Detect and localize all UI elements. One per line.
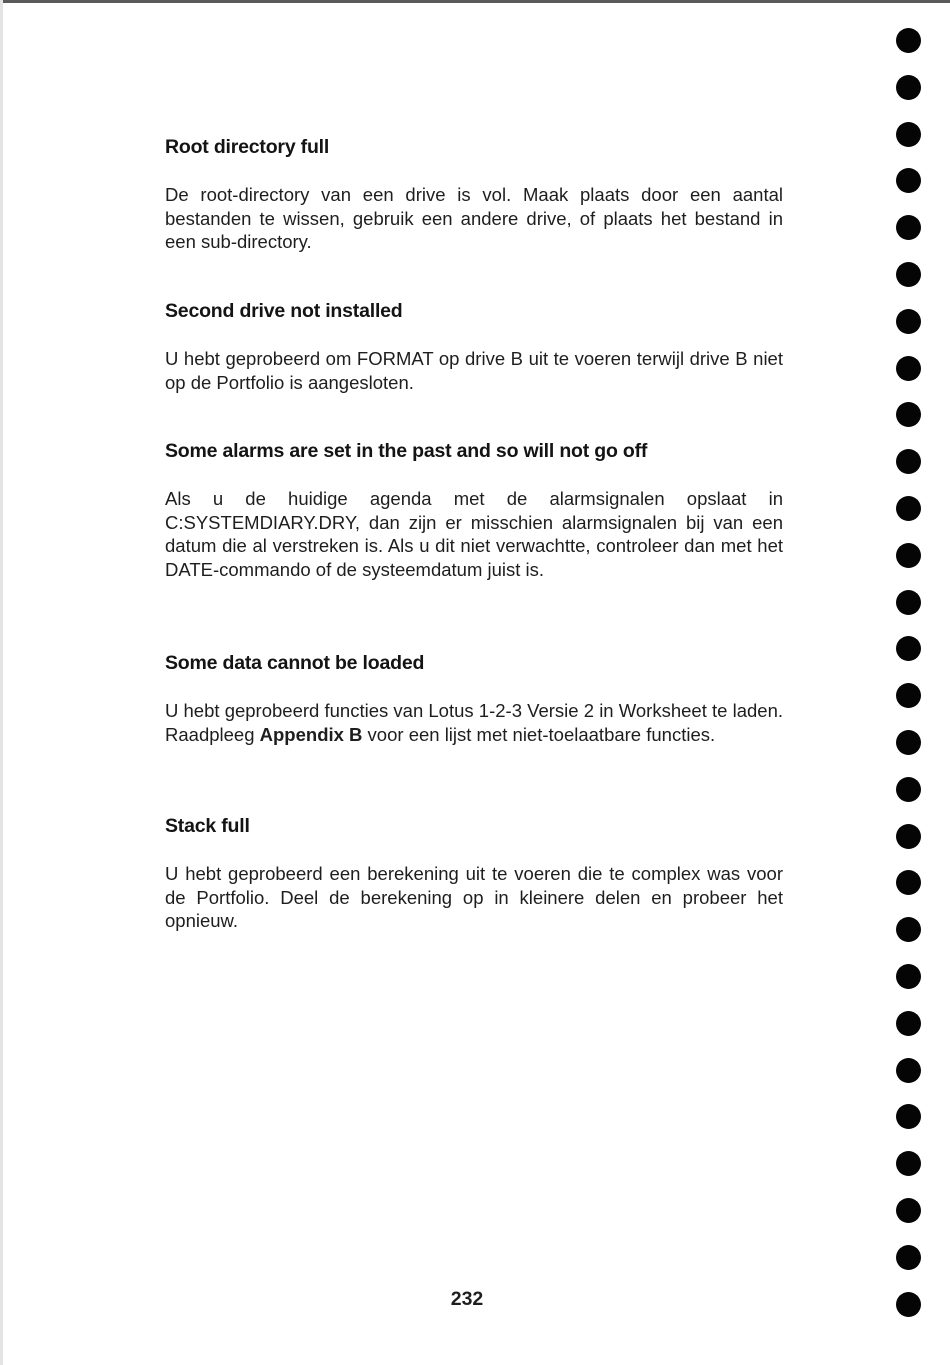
binding-hole (896, 1151, 921, 1176)
binding-hole (896, 402, 921, 427)
appendix-reference: Appendix B (259, 723, 363, 745)
binding-hole (896, 28, 921, 53)
section-heading: Some alarms are set in the past and so will not go off (165, 440, 648, 462)
binding-hole (896, 356, 921, 381)
binding-hole (896, 1198, 921, 1223)
page-left-shade (0, 0, 3, 1365)
binding-hole (896, 917, 921, 942)
binding-hole (896, 168, 921, 193)
binding-hole (896, 449, 921, 474)
binding-hole (896, 75, 921, 100)
binding-holes (896, 28, 926, 1338)
page-top-edge (0, 0, 950, 3)
body-text-before: U hebt geprobeerd functies van Lotus 1-2-3 Versie 2 in Worksheet te laden. Raadpleeg (165, 700, 783, 745)
binding-hole (896, 122, 921, 147)
binding-hole (896, 683, 921, 708)
body-text-after: voor een lijst met niet-toelaatbare functies. (362, 723, 716, 745)
binding-hole (896, 1245, 921, 1270)
binding-hole (896, 870, 921, 895)
binding-hole (896, 262, 921, 287)
binding-hole (896, 964, 921, 989)
binding-hole (896, 590, 921, 615)
section-heading: Stack full (165, 815, 250, 837)
binding-hole (896, 777, 921, 802)
page-number (0, 1288, 950, 1311)
page-number-text: 232 (450, 1288, 484, 1310)
section-heading: Some data cannot be loaded (165, 652, 425, 674)
section-data-cannot-be-loaded (165, 652, 783, 746)
section-second-drive-not-installed (165, 300, 783, 394)
binding-hole (896, 309, 921, 334)
binding-hole (896, 824, 921, 849)
binding-hole (896, 1058, 921, 1083)
section-body: De root-directory van een drive is vol. Maak plaats door een aantal bestanden te wissen, gebruik een andere drive, of plaats het bestand in een sub-directory. (165, 184, 783, 252)
binding-hole (896, 1011, 921, 1036)
binding-hole (896, 496, 921, 521)
binding-hole (896, 730, 921, 755)
binding-hole (896, 636, 921, 661)
binding-hole (896, 1292, 921, 1317)
binding-hole (896, 1104, 921, 1129)
section-heading: Root directory full (165, 136, 330, 158)
section-heading: Second drive not installed (165, 300, 403, 322)
section-root-directory-full (165, 136, 783, 254)
section-body: U hebt geprobeerd een berekening uit te voeren die te complex was voor de Portfolio. Deel de berekening op in kleinere delen en probeer het opnieuw. (165, 863, 783, 931)
section-body: U hebt geprobeerd om FORMAT op drive B uit te voeren terwijl drive B niet op de Portfolio is aangesloten. (165, 348, 783, 393)
section-alarms-in-past (165, 440, 783, 581)
section-body (165, 699, 783, 746)
binding-hole (896, 215, 921, 240)
binding-hole (896, 543, 921, 568)
section-body: Als u de huidige agenda met de alarmsignalen opslaat in C:SYSTEMDIARY.DRY, dan zijn er misschien alarmsignalen bij van een datum die al verstreken is. Als u dit niet verwachtte, controleer dan met het DATE-commando of de systeemdatum juist is. (165, 488, 783, 580)
section-stack-full (165, 815, 783, 933)
